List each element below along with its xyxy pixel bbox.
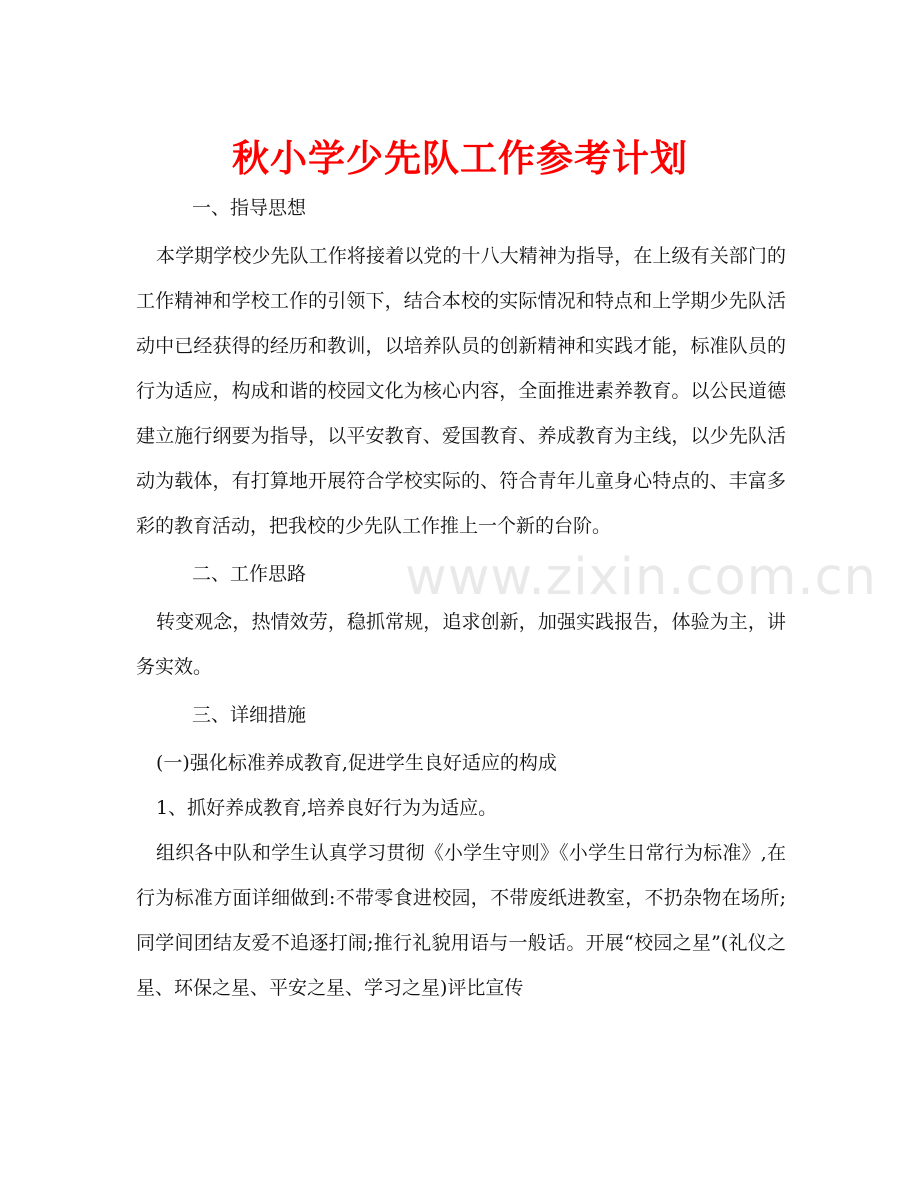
document-title: 秋小学少先队工作参考计划 [232,137,688,180]
section-heading: 二、工作思路 [192,563,307,585]
document-body [136,183,786,1011]
section-heading: 三、详细措施 [192,704,307,726]
section-heading: 一、指导思想 [192,197,307,219]
sub-heading: 1、抓好养成教育,培养良好行为为适应。 [156,797,498,819]
body-paragraph: 组织各中队和学生认真学习贯彻《小学生守则》《小学生日常行为标准》,在行为标准方面详细做到:不带零食进校园，不带废纸进教室，不扔杂物在场所;同学间团结友爱不追逐打闹;推行礼貌用语与一般话。开展“校园之星”(礼仪之星、环保之星、平安之星、学习之星)评比宣传 [136,842,786,999]
watermark: www.zixin.com.cn [405,548,877,607]
body-paragraph: 转变观念，热情效劳，稳抓常规，追求创新，加强实践报告，体验为主，讲务实效。 [136,611,786,678]
sub-heading: (一)强化标准养成教育,促进学生良好适应的构成 [156,752,557,774]
body-paragraph: 本学期学校少先队工作将接着以党的十八大精神为指导，在上级有关部门的工作精神和学校工作的引领下，结合本校的实际情况和特点和上学期少先队活动中已经获得的经历和教训，以培养队员的创新精神和实践才能，标准队员的行为适应，构成和谐的校园文化为核心内容，全面推进素养教育。以公民道德建立施行纲要为指导，以平安教育、爱国教育、养成教育为主线，以少先队活动为载体，有打算地开展符合学校实际的、符合青年儿童身心特点的、丰富多彩的教育活动，把我校的少先队工作推上一个新的台阶。 [136,245,786,537]
